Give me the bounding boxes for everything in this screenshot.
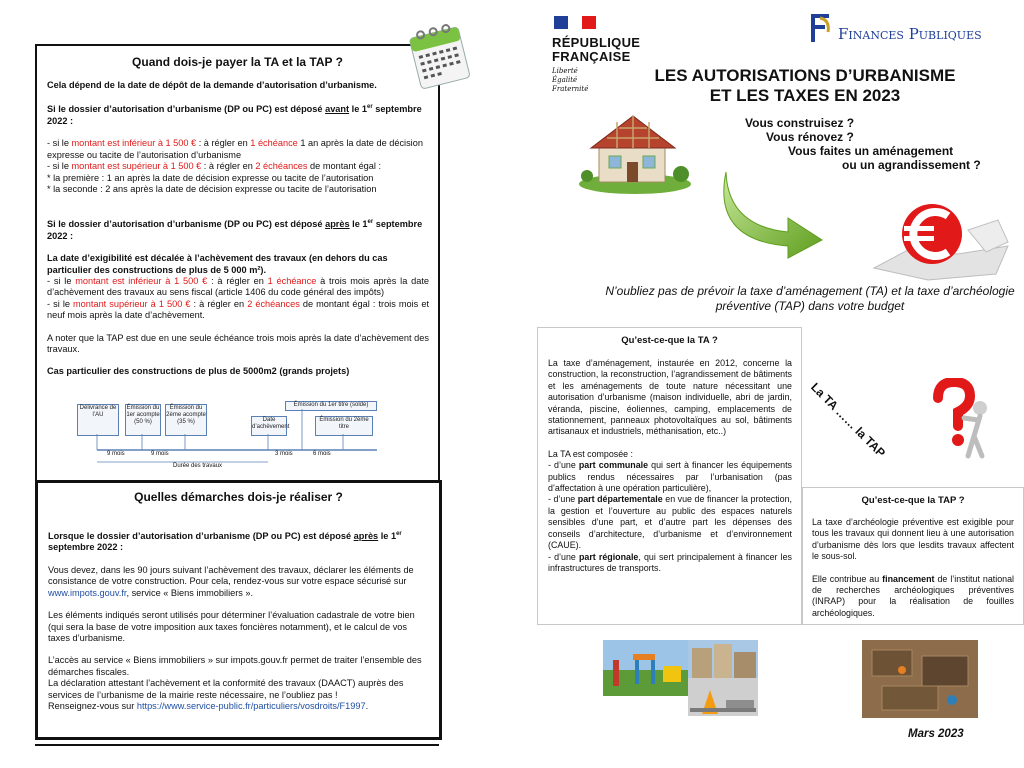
demarches-p3: L’accès au service « Biens immobiliers » sur impots.gouv.fr permet de traiter l’ensemble des démarches fiscales. (48, 655, 422, 677)
apres-heading: Si le dossier d’autorisation d’urbanisme (DP ou PC) est déposé après le 1er septembre 2022 : (47, 219, 423, 241)
green-arrow-icon (718, 168, 828, 260)
marianne-flag-icon (554, 14, 598, 30)
question-mark-figure-image (924, 378, 994, 460)
rf-line-2: FRANÇAISE (552, 49, 631, 64)
avant-line-3: * la première : 1 an après la date de décision expresse ou tacite de l’autorisation (47, 172, 374, 183)
avant-line-2: - si le montant est supérieur à 1 500 € : à régler en 2 échéances de montant égal : (47, 161, 382, 172)
roadworks-photo (688, 678, 758, 716)
service-public-link[interactable]: https://www.service-public.fr/particuliers/vosdroits/F1997 (136, 700, 366, 711)
ta-box-title: Qu’est-ce-que la TA ? (621, 335, 718, 346)
avant-line-4: * la seconde : 2 ans après la date de décision expresse ou tacite de l’autorisation (47, 183, 377, 194)
question-renovez: Vous rénovez ? (766, 130, 854, 144)
demarches-panel (35, 480, 442, 740)
demarches-body (48, 529, 430, 712)
timeline-label-9mois-1: 9 mois (107, 451, 125, 457)
timeline-box-acompte1: Émission du 1er acompte (50 %) (125, 404, 161, 436)
rf-line-1: RÉPUBLIQUE (552, 35, 641, 50)
finances-publiques-text: Finances Publiques (838, 25, 982, 43)
ta-p1: La taxe d’aménagement, instaurée en 2012, concerne la construction, la reconstruction, l’agrandissement de bâtiments et les aménagements de toute nature nécessitant une autorisation d’urbanisme (maison individuelle, abri de jardin, véranda, piscine, éoliennes, camping, emplacements de stationnement, panneaux photovoltaïques au sol, bâtiments artisanaux et industriels, méthanisation, etc..) (548, 358, 792, 437)
payment-panel-title: Quand dois-je payer la TA et la TAP ? (132, 55, 343, 69)
ta-item-departementale: - d’une part départementale en vue de financer la protection, la gestion et l’ouverture au public des espaces naturels sensibles d’une part, et d’autre part les dépenses des conseils d’architecture, d’urbanisme et d’environnement (CAUE). (548, 494, 792, 551)
tagline: N’oubliez pas de prévoir la taxe d’aménagement (TA) et la taxe d’archéologie préventive (TAP) dans votre budget (605, 284, 1015, 313)
ta-p2: La TA est composée : (548, 448, 634, 459)
timeline-label-6mois: 6 mois (313, 451, 331, 457)
euro-symbol-image (868, 190, 1014, 282)
timeline-box-premier-titre: Émission du 1er titre (solde) (285, 401, 377, 411)
timeline-label-3mois: 3 mois (275, 451, 293, 457)
demarches-title: Quelles démarches dois-je réaliser ? (134, 490, 343, 504)
bottom-rule (35, 738, 439, 746)
rf-motto-3: Fraternité (552, 85, 589, 93)
apres-p1: La date d’exigibilité est décalée à l’achèvement des travaux (en dehors du cas particulier des constructions de plus de 5 000 m²). (47, 253, 388, 275)
timeline-lines (77, 400, 387, 478)
calendar-icon (404, 18, 474, 92)
finances-publiques-logo (808, 12, 1013, 44)
tap-note: A noter que la TAP est due en une seule échéance trois mois après la date d’achèvement des travaux. (47, 332, 429, 355)
demarches-p2: Les éléments indiqués seront utilisés pour déterminer l’évaluation cadastrale de votre bien (qui sera la base de votre imposition aux taxes foncières notamment), et le calcul de vos taxes d’urbanisme. (48, 610, 415, 643)
ta-box (537, 327, 802, 625)
timeline-box-achevement: Date d’achèvement (251, 416, 287, 436)
main-title-line-2: ET LES TAXES EN 2023 (709, 86, 901, 105)
demarches-heading: Lorsque le dossier d’autorisation d’urbanisme (DP ou PC) est déposé après le 1er septembre 2022 : (48, 531, 402, 553)
tap-p1: La taxe d’archéologie préventive est exigible pour tous les travaux qui donnent lieu à une autorisation d’urbanisme dès lors que lesdits travaux affectent le sous-sol. (812, 517, 1014, 562)
main-title-line-1: LES AUTORISATIONS D’URBANISME (654, 66, 956, 85)
demarches-p5: Renseignez-vous sur https://www.service-public.fr/particuliers/vosdroits/F1997. (48, 700, 369, 711)
avant-line-1: - si le montant est inférieur à 1 500 € : à régler en 1 échéance 1 an après la date de décision expresse ou tacite de l’autorisation d’urbanisme (47, 138, 423, 160)
timeline-box-delivrance: Délivrance de l’AU (77, 404, 119, 436)
playground-photo (603, 640, 688, 696)
timeline-diagram (77, 400, 387, 478)
apres-line-2: - si le montant supérieur à 1 500 € : à régler en 2 échéances de montant égal : trois mois et neuf mois après la date d’achèvement. (47, 298, 429, 321)
intro-text: Cela dépend de la date de dépôt de la demande d’autorisation d’urbanisme. (47, 80, 377, 90)
avant-heading: Si le dossier d’autorisation d’urbanisme (DP ou PC) est déposé avant le 1er septembre 2022 : (47, 104, 422, 126)
rf-motto-2: Égalité (552, 76, 578, 84)
timeline-box-deuxieme-titre: Émission du 2ème titre (315, 416, 373, 436)
ta-item-communale: - d’une part communale qui sert à financer les équipements publics rendus nécessaires par l’urbanisation (pas d’affectation à une opération particulière), (548, 460, 792, 494)
rf-motto-1: Liberté (552, 67, 578, 75)
publication-date: Mars 2023 (908, 728, 964, 740)
buildings-photo (688, 640, 758, 678)
tap-box-body (812, 517, 1014, 619)
ta-box-body (548, 358, 792, 574)
payment-panel-body (47, 80, 429, 378)
ta-item-regionale: - d’une part régionale, qui sert principalement à financer les infrastructures de transports. (548, 551, 792, 573)
tap-box-title: Qu’est-ce-que la TAP ? (861, 495, 965, 506)
main-title (598, 66, 1012, 106)
timeline-box-acompte2: Émission du 2ème acompte (35 %) (165, 404, 207, 436)
impots-link[interactable]: www.impots.gouv.fr (48, 587, 127, 598)
archaeology-photo (862, 640, 978, 718)
tap-box (802, 487, 1024, 625)
cas-particulier-title: Cas particulier des constructions de plus de 5000m2 (grands projets) (47, 366, 350, 377)
payment-panel (35, 44, 440, 480)
question-amenagement: Vous faites un aménagement (788, 144, 954, 158)
demarches-p1: Vous devez, dans les 90 jours suivant l’achèvement des travaux, déclarer les éléments de consistance de votre construction. Pour cela, rendez-vous sur votre espace sécurisé sur www.impots.gouv.fr, service « Biens immobiliers ». (48, 564, 414, 598)
ta-tap-diagonal-text: La TA …… la TAP (808, 380, 889, 460)
house-construction-image (577, 104, 695, 196)
demarches-p4: La déclaration attestant l’achèvement et la conformité des travaux (DAACT) auprès des services de l’urbanisme de la mairie reste nécessaire, ne l’oubliez pas ! (48, 678, 404, 700)
timeline-label-duree: Durée des travaux (173, 463, 223, 469)
timeline-label-9mois-2: 9 mois (151, 451, 169, 457)
apres-line-1: - si le montant est inférieur à 1 500 € : à régler en 1 échéance à trois mois après la date d’achèvement des travaux au sens fiscal (article 1406 du code général des impôts) (47, 276, 429, 298)
question-agrandissement: ou un agrandissement ? (842, 158, 981, 172)
finances-publiques-emblem-icon (808, 12, 834, 44)
question-construisez: Vous construisez ? (745, 116, 855, 130)
tap-p2: Elle contribue au financement de l’institut national de recherches archéologiques préventives (INRAP) pour la réalisation de fouilles archéologiques. (812, 573, 1014, 618)
